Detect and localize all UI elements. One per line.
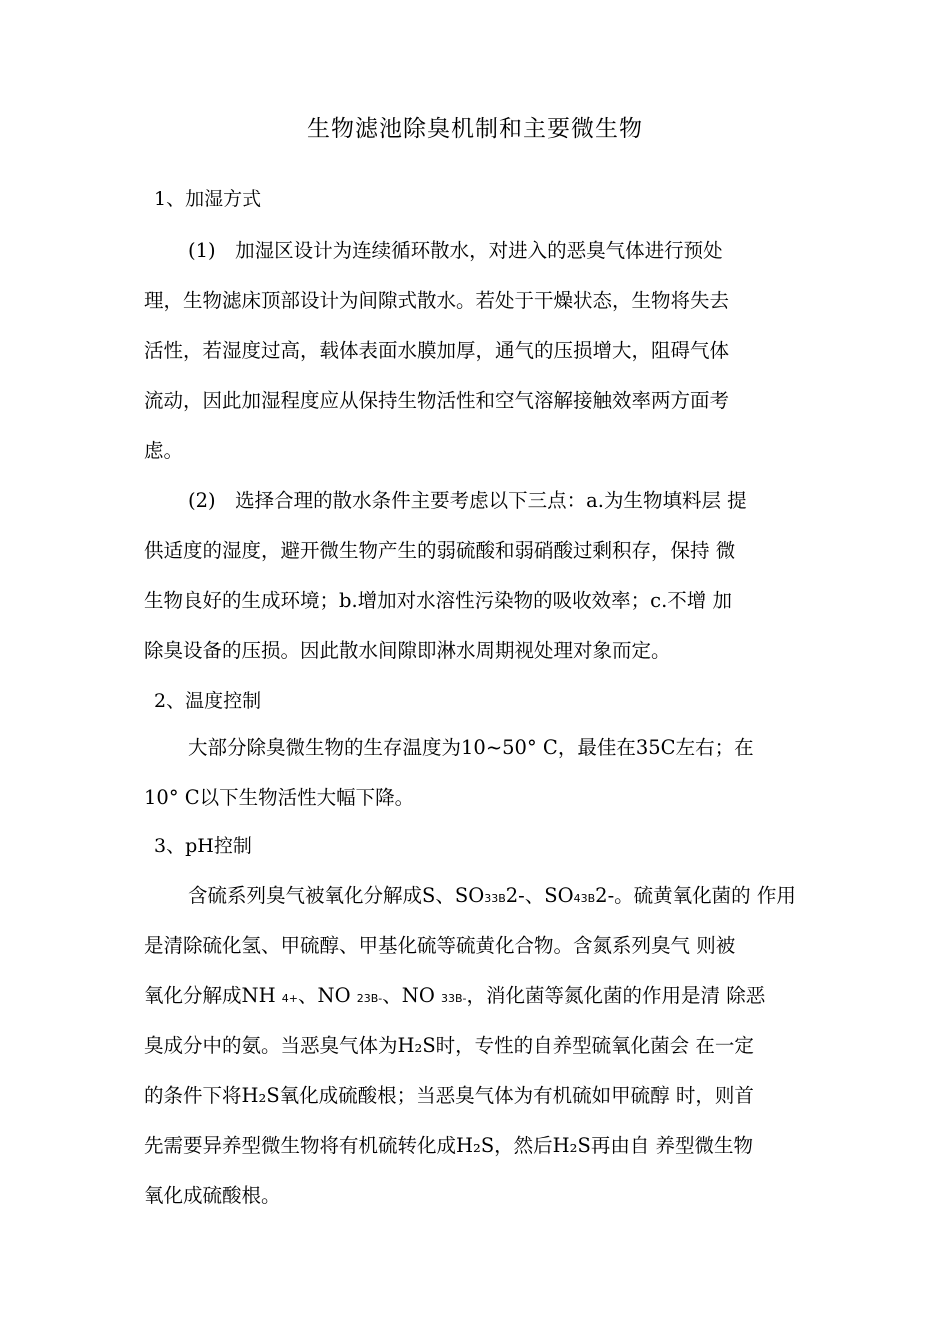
subscript: 33B xyxy=(484,892,506,905)
text-line: 是清除硫化氢、甲硫醇、甲基化硫等硫黄化合物。含氮系列臭气 则被 xyxy=(144,934,736,957)
paragraph-ph xyxy=(144,871,810,1221)
section-heading-humidification: 1、加湿方式 xyxy=(154,188,262,210)
section-heading-ph: 3、pH控制 xyxy=(154,835,252,857)
text-line xyxy=(144,971,810,1021)
section-heading-temperature: 2、温度控制 xyxy=(154,690,262,712)
text-line: 臭成分中的氨。当恶臭气体为H₂S时，专性的自养型硫氧化菌会 在一定 xyxy=(144,1034,754,1057)
text-line: (1) 加湿区设计为连续循环散水，对进入的恶臭气体进行预处 xyxy=(188,239,723,262)
text-segment: 含硫系列臭气被氧化分解成S、SO xyxy=(188,884,485,907)
text-segment: 、NO xyxy=(298,984,357,1007)
text-line: 氧化成硫酸根。 xyxy=(144,1184,281,1207)
text-segment: 2-。硫黄氧化菌的 作用 xyxy=(595,884,796,907)
text-line: 流动，因此加湿程度应从保持生物活性和空气溶解接触效率两方面考 xyxy=(144,389,730,412)
text-line: 虑。 xyxy=(144,439,184,462)
text-line: 大部分除臭微生物的生存温度为10~50° C，最佳在35C左右；在 xyxy=(188,736,754,759)
page-title: 生物滤池除臭机制和主要微生物 xyxy=(307,116,643,142)
text-segment: 2-、SO xyxy=(505,884,574,907)
text-line: 的条件下将H₂S氧化成硫酸根；当恶臭气体为有机硫如甲硫醇 时，则首 xyxy=(144,1084,754,1107)
paragraph-temperature xyxy=(144,723,810,823)
text-line: 活性，若湿度过高，载体表面水膜加厚，通气的压损增大，阻碍气体 xyxy=(144,339,730,362)
text-line: 先需要异养型微生物将有机硫转化成H₂S，然后H₂S再由自 养型微生物 xyxy=(144,1134,754,1157)
text-line: 除臭设备的压损。因此散水间隙即淋水周期视处理对象而定。 xyxy=(144,639,671,662)
text-line: 10° C以下生物活性大幅下降。 xyxy=(144,786,415,809)
text-segment: 氧化分解成NH xyxy=(144,984,282,1007)
text-line: 理，生物滤床顶部设计为间隙式散水。若处于干燥状态，生物将失去 xyxy=(144,289,730,312)
paragraph-humidification-2 xyxy=(144,476,810,676)
subscript: 4+ xyxy=(281,992,298,1005)
text-line xyxy=(144,871,810,921)
subscript: 23B- xyxy=(356,992,383,1005)
text-line: (2) 选择合理的散水条件主要考虑以下三点：a.为生物填料层 提 xyxy=(188,489,747,512)
text-segment: ，消化菌等氮化菌的作用是清 除恶 xyxy=(466,984,766,1007)
subscript: 43B xyxy=(573,892,596,905)
text-line: 供适度的湿度，避开微生物产生的弱硫酸和弱硝酸过剩积存，保持 微 xyxy=(144,539,736,562)
text-line: 生物良好的生成环境；b.增加对水溶性污染物的吸收效率；c.不增 加 xyxy=(144,589,732,612)
subscript: 33B- xyxy=(441,992,467,1005)
paragraph-humidification-1 xyxy=(144,226,810,476)
text-segment: 、NO xyxy=(382,984,442,1007)
